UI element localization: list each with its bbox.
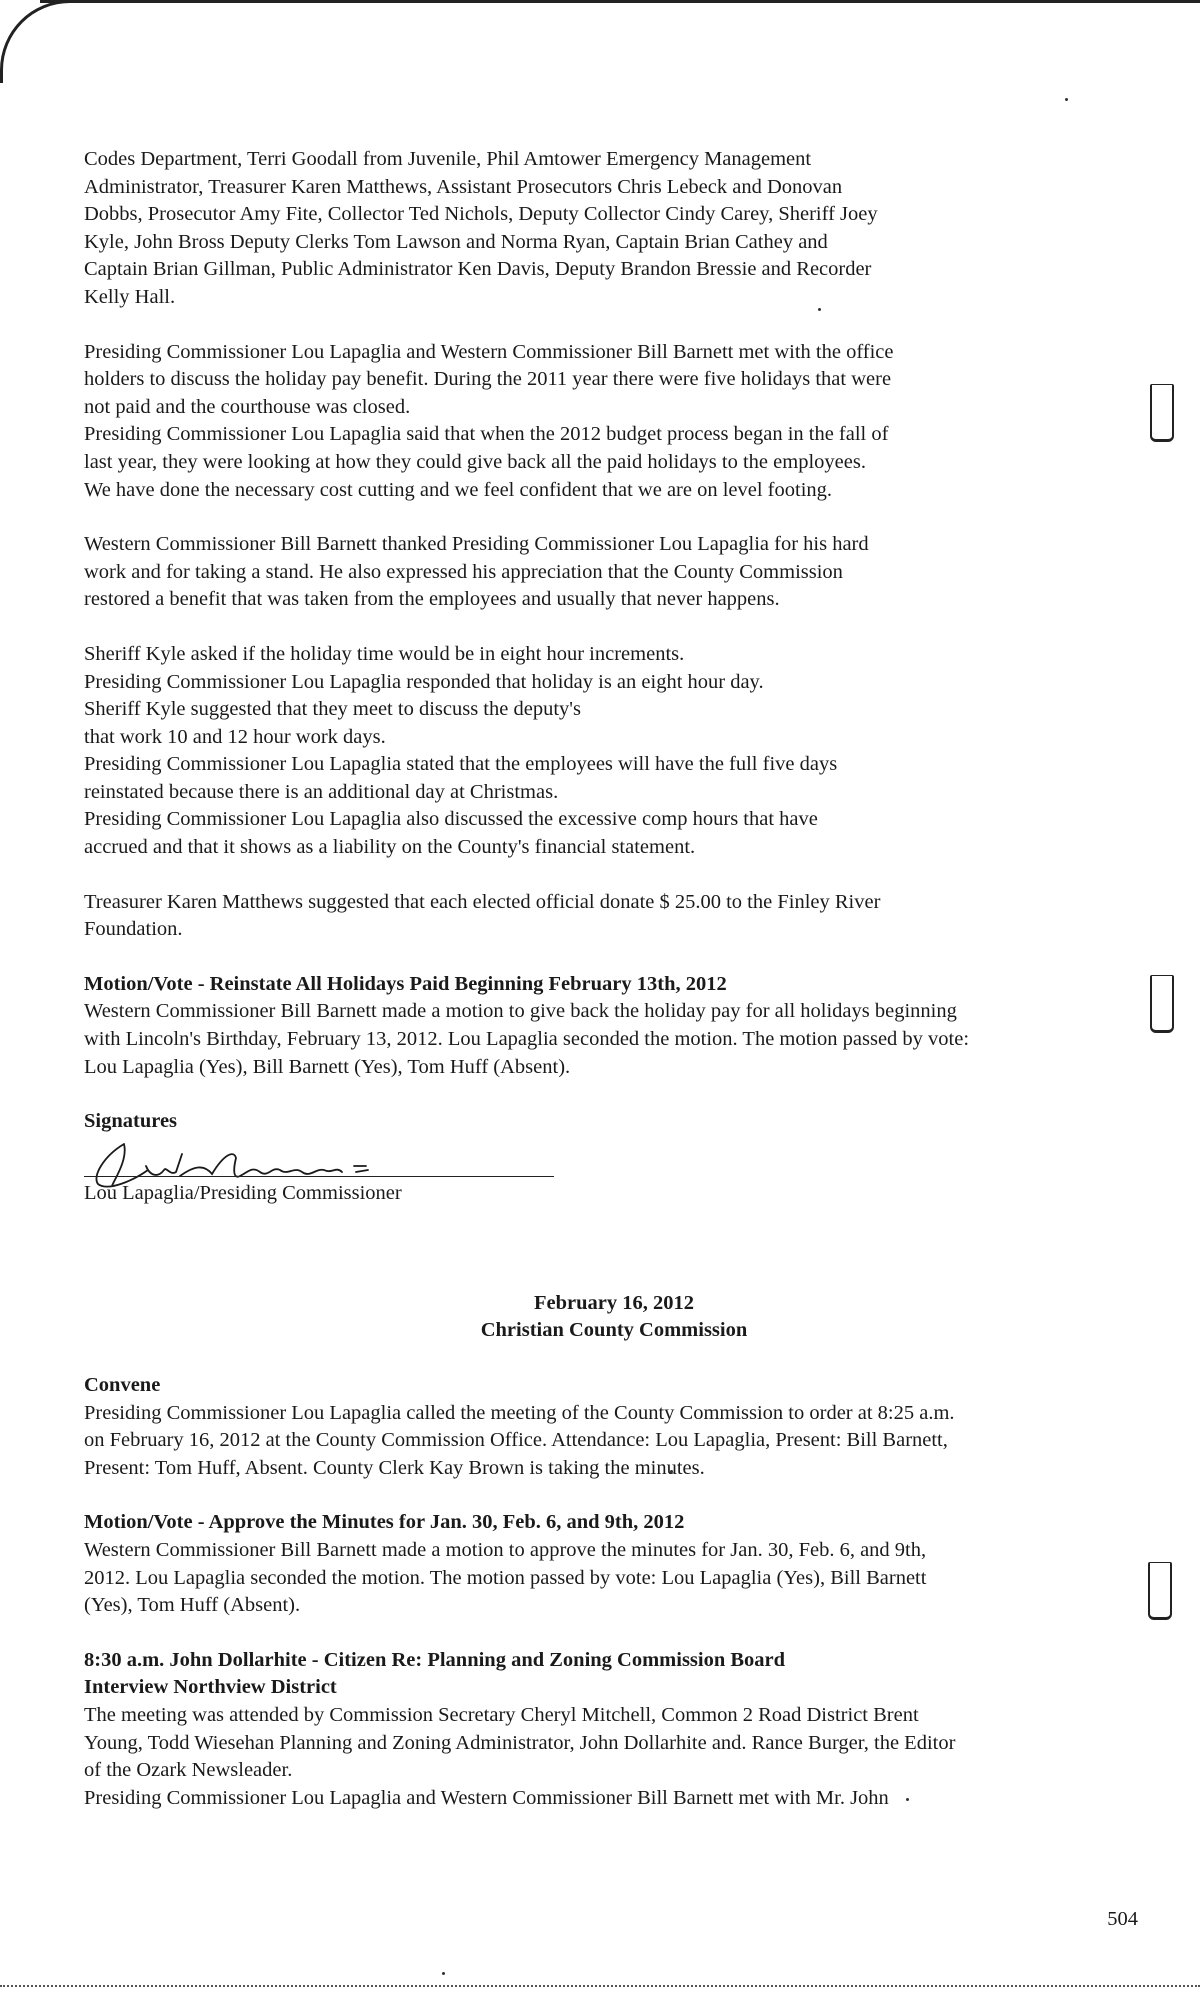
text-line: Sheriff Kyle suggested that they meet to discuss the deputy's xyxy=(84,698,581,721)
text-line: Sheriff Kyle asked if the holiday time would be in eight hour increments. xyxy=(84,642,685,665)
text-line: restored a benefit that was taken from the employees and usually that never happens. xyxy=(84,588,780,611)
text-line: Presiding Commissioner Lou Lapaglia and Western Commissioner Bill Barnett met with the office xyxy=(84,340,894,363)
motion-heading: Motion/Vote - Approve the Minutes for Jan. 30, Feb. 6, and 9th, 2012 xyxy=(84,1511,685,1534)
text-line: Present: Tom Huff, Absent. County Clerk Kay Brown is taking the minutes. xyxy=(84,1456,705,1479)
attendees-paragraph xyxy=(84,146,1124,312)
scan-speck xyxy=(442,1972,445,1975)
margin-bracket-mark xyxy=(1150,384,1174,442)
text-line: that work 10 and 12 hour work days. xyxy=(84,725,386,748)
text-line: Kyle, John Bross Deputy Clerks Tom Lawson and Norma Ryan, Captain Brian Cathey and xyxy=(84,230,828,253)
meeting-date: February 16, 2012 xyxy=(534,1291,694,1314)
motion-heading: Motion/Vote - Reinstate All Holidays Paid Beginning February 13th, 2012 xyxy=(84,972,727,995)
text-line: Codes Department, Terri Goodall from Juvenile, Phil Amtower Emergency Management xyxy=(84,148,812,170)
signature-line xyxy=(84,1176,554,1177)
holiday-discussion-paragraph xyxy=(84,339,1124,505)
page-number: 504 xyxy=(1107,1908,1138,1930)
treasurer-paragraph xyxy=(84,889,1124,944)
text-line: Foundation. xyxy=(84,918,183,941)
text-line: Presiding Commissioner Lou Lapaglia and Western Commissioner Bill Barnett met with Mr. John xyxy=(84,1786,889,1809)
text-line: Lou Lapaglia (Yes), Bill Barnett (Yes), Tom Huff (Absent). xyxy=(84,1055,571,1078)
text-line: Dobbs, Prosecutor Amy Fite, Collector Ted Nichols, Deputy Collector Cindy Carey, Sheriff Joey xyxy=(84,203,878,226)
text-line: accrued and that it shows as a liability on the County's financial statement. xyxy=(84,836,696,859)
interview-section xyxy=(84,1647,1124,1813)
signatures-heading: Signatures xyxy=(84,1110,178,1133)
text-line: Administrator, Treasurer Karen Matthews, Assistant Prosecutors Chris Lebeck and Donovan xyxy=(84,175,843,198)
text-line: reinstated because there is an additional day at Christmas. xyxy=(84,780,559,803)
text-line: Kelly Hall. xyxy=(84,285,176,308)
page-edge-bottom xyxy=(0,1985,1200,2001)
scan-speck xyxy=(1065,98,1068,101)
text-line: holders to discuss the holiday pay benefit. During the 2011 year there were five holidays that were xyxy=(84,368,892,391)
text-line: Treasurer Karen Matthews suggested that each elected official donate $ 25.00 to the Finley River xyxy=(84,890,881,913)
text-line: Western Commissioner Bill Barnett made a motion to approve the minutes for Jan. 30, Feb. 6, and 9th, xyxy=(84,1538,927,1561)
text-line: not paid and the courthouse was closed. xyxy=(84,395,411,418)
document-body xyxy=(84,146,1124,1812)
sheriff-discussion-paragraph xyxy=(84,641,1124,862)
text-line: 2012. Lou Lapaglia seconded the motion. The motion passed by vote: Lou Lapaglia (Yes), Bill Barnett xyxy=(84,1566,927,1589)
margin-bracket-mark xyxy=(1150,975,1174,1033)
signature-caption: Lou Lapaglia/Presiding Commissioner xyxy=(84,1181,402,1204)
text-line: Captain Brian Gillman, Public Administrator Ken Davis, Deputy Brandon Bressie and Recorder xyxy=(84,258,872,281)
convene-section xyxy=(84,1372,1124,1482)
text-line: Western Commissioner Bill Barnett thanked Presiding Commissioner Lou Lapaglia for his hard xyxy=(84,533,869,556)
interview-heading: 8:30 a.m. John Dollarhite - Citizen Re: Planning and Zoning Commission Board xyxy=(84,1648,786,1671)
motion-reinstate-holidays xyxy=(84,971,1124,1081)
barnett-thanks-paragraph xyxy=(84,531,1124,614)
text-line: last year, they were looking at how they could give back all the paid holidays to the employees. xyxy=(84,450,866,473)
text-line: with Lincoln's Birthday, February 13, 2012. Lou Lapaglia seconded the motion. The motion passed by vote: xyxy=(84,1028,970,1051)
page-edge-corner xyxy=(0,0,93,83)
text-line: The meeting was attended by Commission Secretary Cheryl Mitchell, Common 2 Road District Brent xyxy=(84,1703,919,1726)
text-line: work and for taking a stand. He also expressed his appreciation that the County Commission xyxy=(84,560,843,583)
text-line: Presiding Commissioner Lou Lapaglia called the meeting of the County Commission to order at 8:25 a.m. xyxy=(84,1401,955,1424)
text-line: of the Ozark Newsleader. xyxy=(84,1759,293,1782)
text-line: (Yes), Tom Huff (Absent). xyxy=(84,1594,301,1617)
text-line: We have done the necessary cost cutting and we feel confident that we are on level footing. xyxy=(84,478,833,501)
page-edge-top xyxy=(40,0,1200,3)
signature-block xyxy=(84,1136,584,1218)
text-line: Presiding Commissioner Lou Lapaglia responded that holiday is an eight hour day. xyxy=(84,670,764,693)
text-line: on February 16, 2012 at the County Commission Office. Attendance: Lou Lapaglia, Present: Bill Barnett, xyxy=(84,1429,948,1452)
convene-heading: Convene xyxy=(84,1374,161,1396)
meeting-body: Christian County Commission xyxy=(480,1319,748,1342)
text-line: Presiding Commissioner Lou Lapaglia stated that the employees will have the full five days xyxy=(84,753,838,776)
text-line: Young, Todd Wiesehan Planning and Zoning Administrator, John Dollarhite and. Rance Burger, the Editor xyxy=(84,1731,956,1754)
text-line: Presiding Commissioner Lou Lapaglia also discussed the excessive comp hours that have xyxy=(84,808,818,831)
motion-approve-minutes xyxy=(84,1509,1124,1619)
margin-bracket-mark xyxy=(1148,1562,1172,1620)
interview-subheading: Interview Northview District xyxy=(84,1676,337,1699)
meeting-header xyxy=(84,1290,1144,1345)
text-line: Western Commissioner Bill Barnett made a motion to give back the holiday pay for all holidays beginning xyxy=(84,1000,957,1023)
text-line: Presiding Commissioner Lou Lapaglia said that when the 2012 budget process began in the fall of xyxy=(84,423,889,446)
